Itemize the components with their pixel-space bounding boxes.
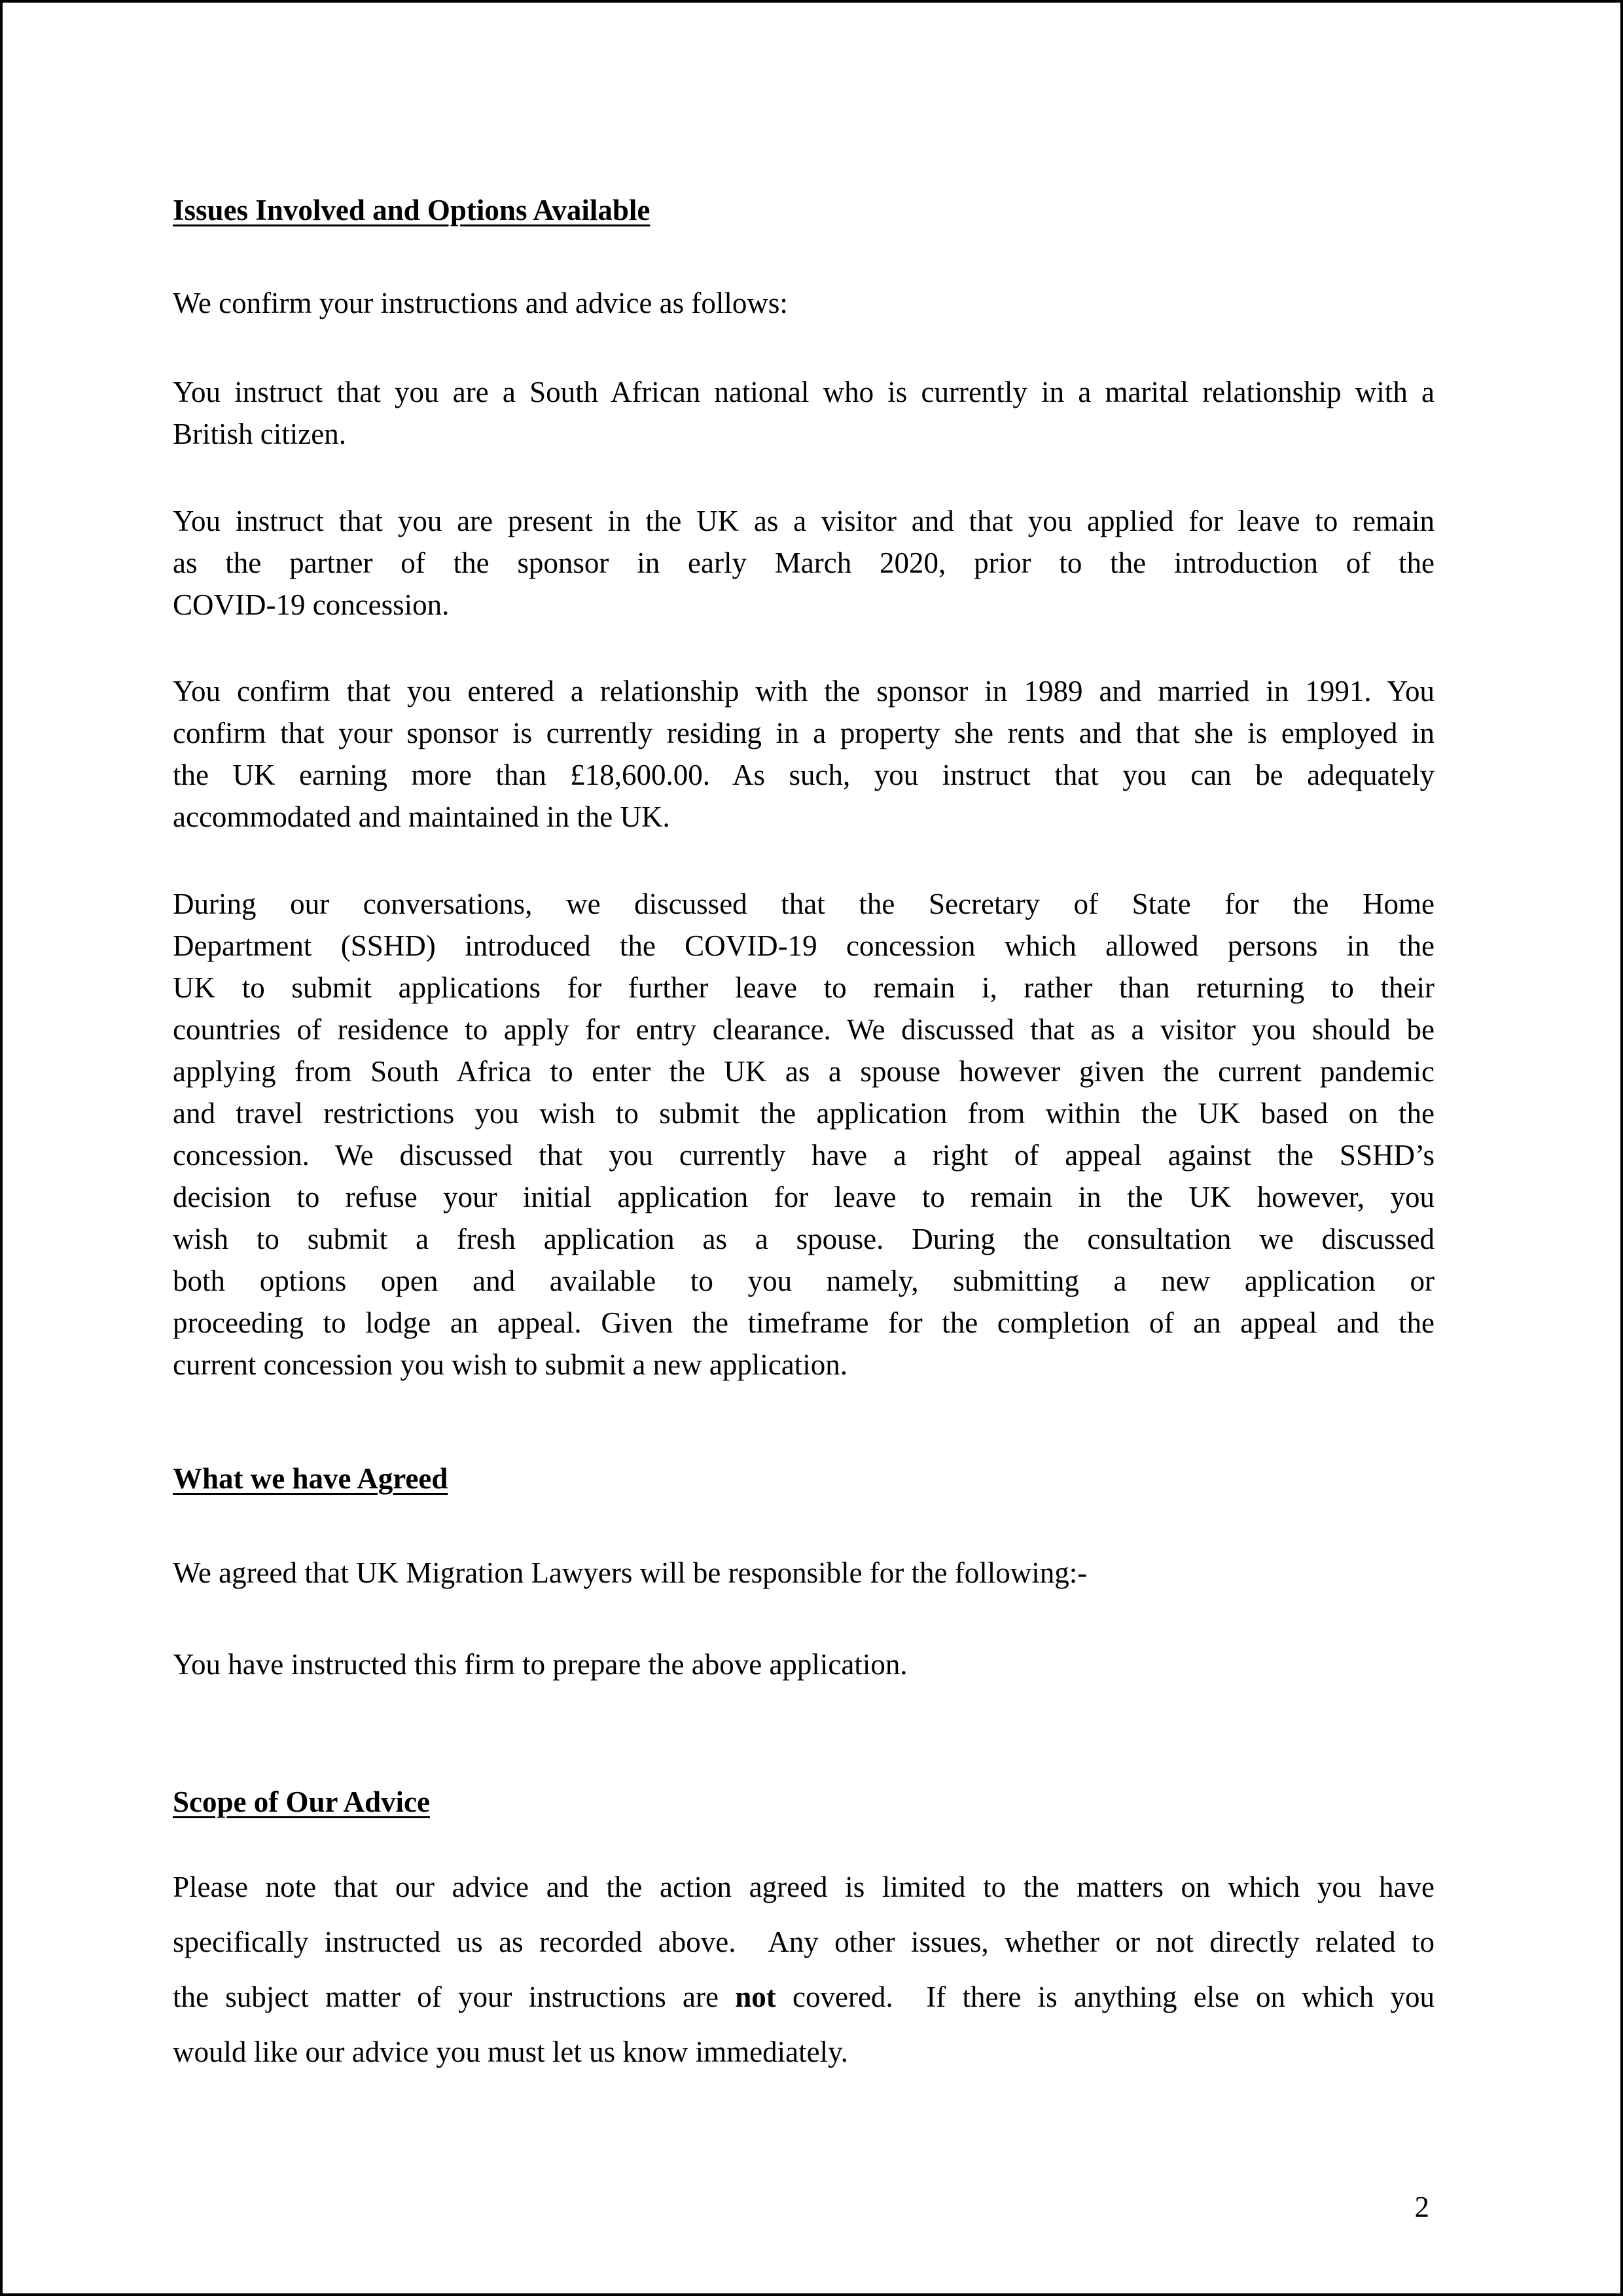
text-line: as the partner of the sponsor in early March 2020, prior to the introduction of the	[173, 547, 1435, 579]
text-line: You instruct that you are present in the UK as a visitor and that you applied for leave to remain	[173, 505, 1435, 537]
paragraph	[173, 500, 1435, 626]
text-line: current concession you wish to submit a new application.	[173, 1348, 848, 1381]
paragraph	[173, 1643, 1435, 1685]
text-line: applying from South Africa to enter the UK as a spouse however given the current pandemic	[173, 1055, 1435, 1088]
text-line: specifically instructed us as recorded above. Any other issues, whether or not directly related to	[173, 1926, 1435, 1958]
text-line: both options open and available to you namely, submitting a new application or	[173, 1265, 1435, 1297]
text-line: Please note that our advice and the action agreed is limited to the matters on which you have	[173, 1871, 1435, 1903]
section-heading	[173, 1458, 1435, 1499]
text-line: We agreed that UK Migration Lawyers will be responsible for the following:-	[173, 1556, 1088, 1589]
heading-text: What we have Agreed	[173, 1462, 448, 1495]
heading-text: Issues Involved and Options Available	[173, 194, 651, 226]
text-line: accommodated and maintained in the UK.	[173, 800, 670, 833]
text-line: decision to refuse your initial application for leave to remain in the UK however, you	[173, 1181, 1435, 1213]
text-line: During our conversations, we discussed that the Secretary of State for the Home	[173, 888, 1435, 920]
section-heading	[173, 189, 1435, 231]
text-line: You have instructed this firm to prepare the above application.	[173, 1648, 908, 1681]
text-line: You confirm that you entered a relationship with the sponsor in 1989 and married in 1991. You	[173, 675, 1435, 708]
text-line: UK to submit applications for further leave to remain i, rather than returning to their	[173, 971, 1435, 1004]
paragraph	[173, 1552, 1435, 1594]
text-line: British citizen.	[173, 418, 346, 450]
page-content	[173, 3, 1435, 2079]
text-line: would like our advice you must let us know immediately.	[173, 2036, 848, 2068]
paragraph	[173, 371, 1435, 455]
text-line: the UK earning more than £18,600.00. As such, you instruct that you can be adequately	[173, 759, 1435, 791]
text-line: proceeding to lodge an appeal. Given the timeframe for the completion of an appeal and the	[173, 1306, 1435, 1339]
text-line: concession. We discussed that you currently have a right of appeal against the SSHD’s	[173, 1139, 1435, 1172]
text-line: Department (SSHD) introduced the COVID-19 concession which allowed persons in the	[173, 929, 1435, 962]
paragraph	[173, 1859, 1435, 2079]
text-line: We confirm your instructions and advice as follows:	[173, 287, 788, 319]
page-number: 2	[1414, 2191, 1429, 2223]
text-line: countries of residence to apply for entry clearance. We discussed that as a visitor you should be	[173, 1013, 1435, 1046]
heading-text: Scope of Our Advice	[173, 1785, 430, 1818]
text-line: and travel restrictions you wish to submit the application from within the UK based on the	[173, 1097, 1435, 1130]
text-line: COVID-19 concession.	[173, 588, 450, 621]
paragraph	[173, 282, 1435, 324]
paragraph	[173, 670, 1435, 838]
section-heading	[173, 1781, 1435, 1823]
text-line: confirm that your sponsor is currently residing in a property she rents and that she is employed in	[173, 717, 1435, 749]
text-line: You instruct that you are a South African national who is currently in a marital relationship with a	[173, 376, 1435, 408]
text-line: wish to submit a fresh application as a spouse. During the consultation we discussed	[173, 1223, 1435, 1255]
paragraph	[173, 883, 1435, 1386]
text-line: the subject matter of your instructions are not covered. If there is anything else on which you	[173, 1981, 1435, 2013]
